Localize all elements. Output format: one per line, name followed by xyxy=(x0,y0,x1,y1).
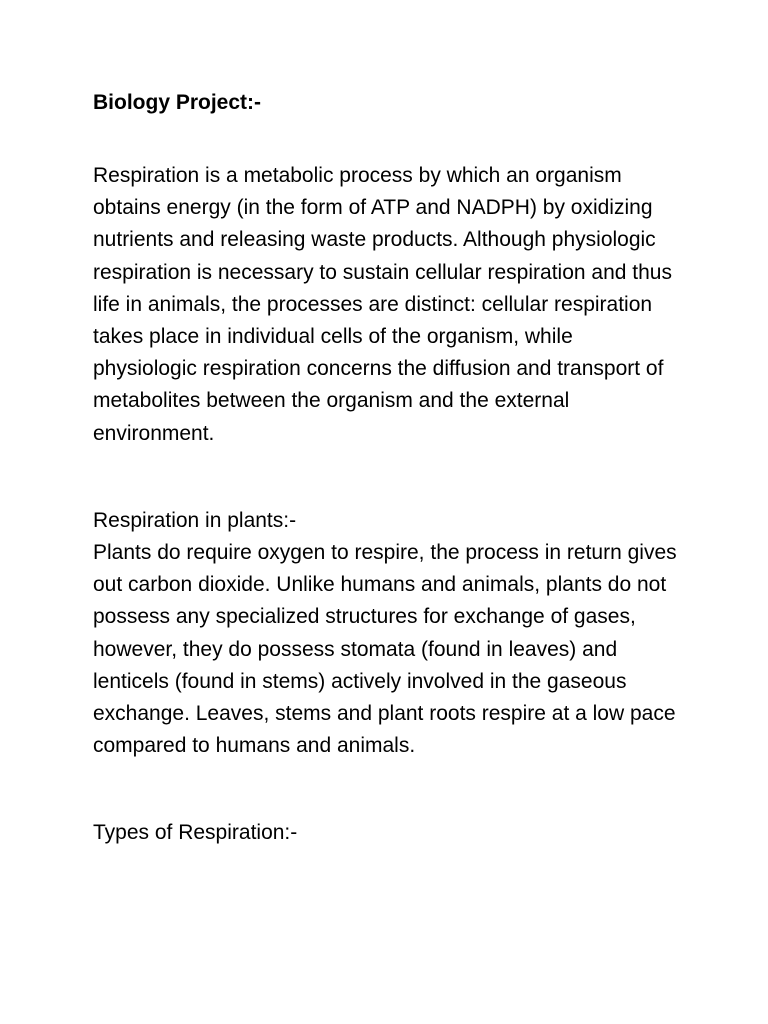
types-section-heading: Types of Respiration:- xyxy=(93,821,298,845)
document-content xyxy=(93,87,678,850)
plants-section-heading: Respiration in plants:- xyxy=(93,508,297,532)
intro-paragraph: Respiration is a metabolic process by which an organism obtains energy (in the form of ATP and NADPH) by oxidizing nutrients and releasing waste products. Although physiologic respiration is necessary to sustain cellular respiration and thus life in animals, the processes are distinct: cellular respiration takes place in individual cells of the organism, while physiologic respiration concerns the diffusion and transport of metabolites between the organism and the external environment. xyxy=(93,164,672,445)
plants-paragraph: Plants do require oxygen to respire, the process in return gives out carbon dioxide. Unlike humans and animals, plants do not possess any specialized structures for exchange of gases, however, they do possess stomata (found in leaves) and lenticels (found in stems) actively involved in the gaseous exchange. Leaves, stems and plant roots respire at a low pace compared to humans and animals. xyxy=(93,541,677,758)
document-title: Biology Project:- xyxy=(93,91,262,114)
